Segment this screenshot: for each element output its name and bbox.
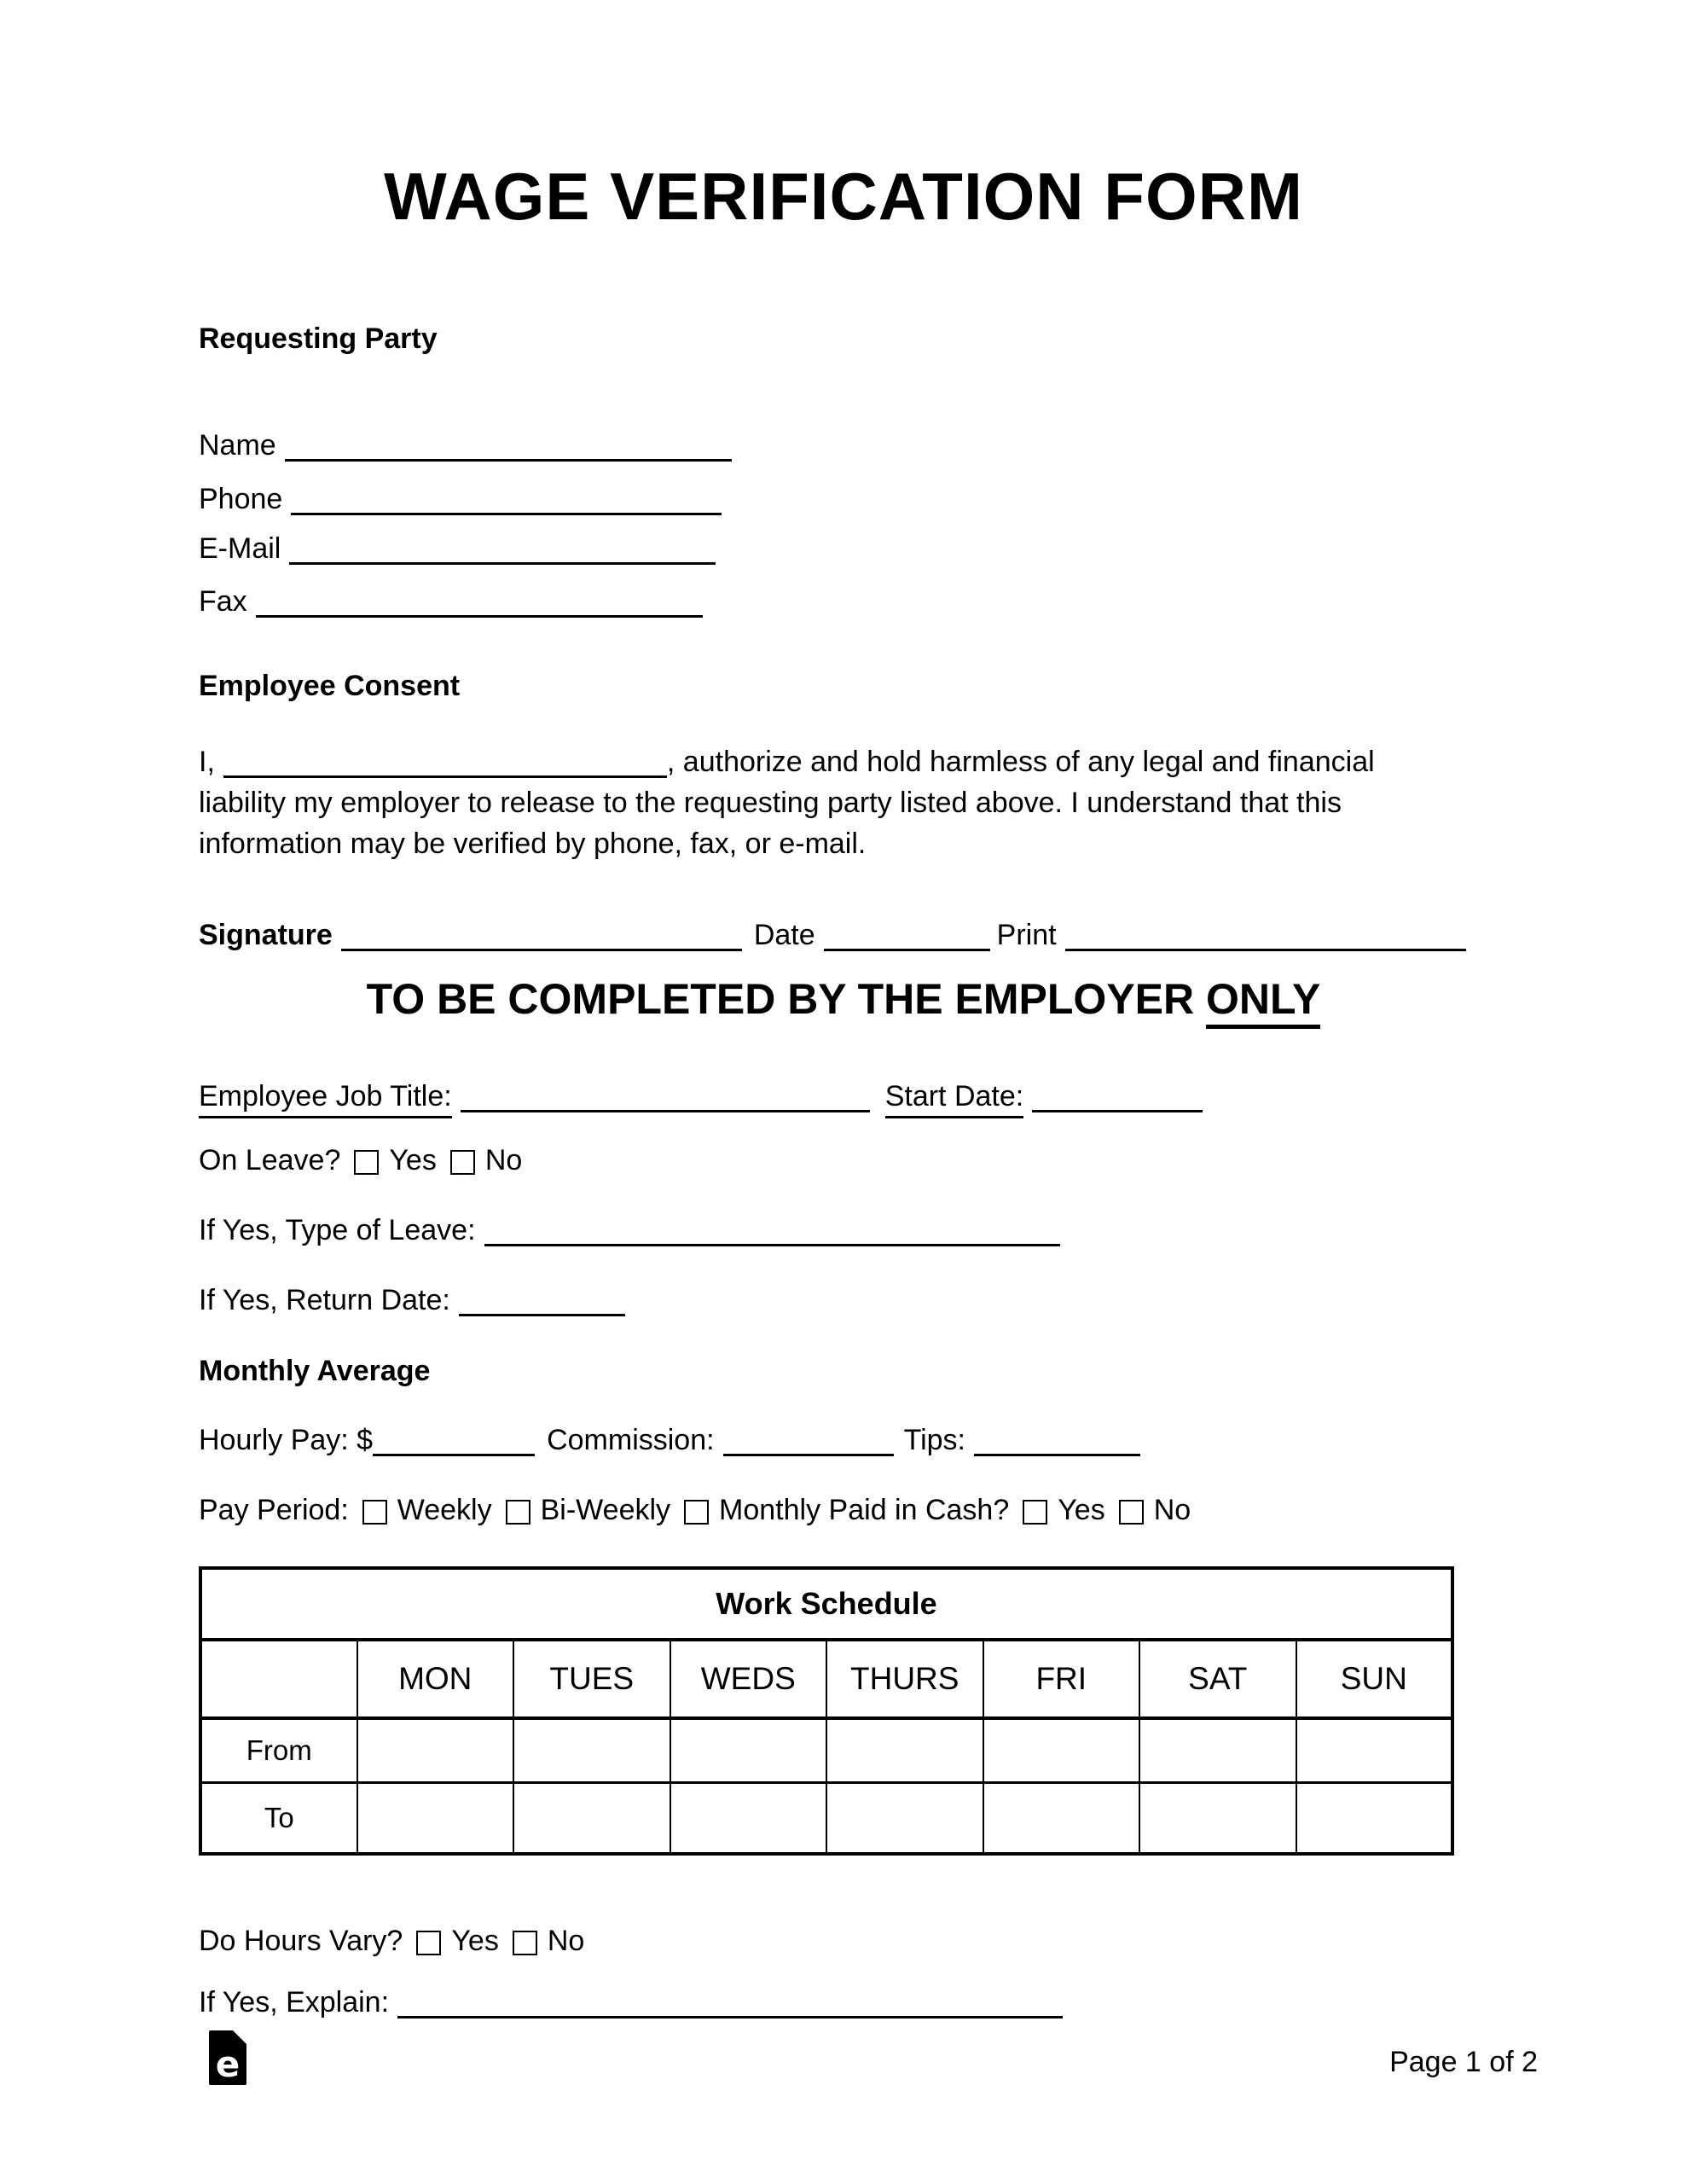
on-leave-no-label: No — [484, 1144, 523, 1176]
to-row-label: To — [200, 1783, 357, 1855]
page-fold-icon — [233, 2030, 246, 2044]
paid-in-cash-no-label: No — [1153, 1494, 1191, 1526]
type-of-leave-input-line[interactable] — [484, 1218, 1060, 1246]
hours-vary-no-label: No — [547, 1925, 585, 1957]
monthly-average-heading: Monthly Average — [199, 1355, 431, 1387]
day-header-sun: SUN — [1296, 1640, 1453, 1718]
day-header-fri: FRI — [983, 1640, 1140, 1718]
hours-vary-yes-label: Yes — [451, 1925, 499, 1957]
paid-in-cash-label: Paid in Cash? — [828, 1494, 1010, 1526]
on-leave-yes-label: Yes — [389, 1144, 437, 1176]
start-date-input-line[interactable] — [1032, 1084, 1203, 1112]
schedule-cell-from-fri[interactable] — [983, 1718, 1140, 1783]
hours-vary-yes-checkbox[interactable] — [416, 1931, 441, 1955]
employer-heading-text: TO BE COMPLETED BY THE EMPLOYER — [366, 975, 1195, 1023]
schedule-cell-from-mon[interactable] — [357, 1718, 514, 1783]
schedule-cell-from-weds[interactable] — [670, 1718, 827, 1783]
consent-line1: , authorize and hold harmless of any legal and financial — [666, 746, 1375, 778]
from-row-label: From — [200, 1718, 357, 1783]
paid-in-cash-yes-checkbox[interactable] — [1023, 1500, 1047, 1525]
type-of-leave-row — [199, 1212, 1060, 1248]
type-of-leave-label: If Yes, Type of Leave: — [199, 1214, 476, 1246]
on-leave-no-checkbox[interactable] — [450, 1150, 475, 1175]
pay-period-weekly-label: Weekly — [397, 1494, 492, 1526]
name-input-line[interactable] — [285, 433, 732, 462]
date-label: Date — [753, 919, 815, 951]
consent-line3: information may be verified by phone, fax, or e-mail. — [199, 828, 867, 860]
day-header-weds: WEDS — [670, 1640, 827, 1718]
employee-consent-heading: Employee Consent — [199, 670, 461, 702]
email-input-line[interactable] — [289, 537, 716, 565]
schedule-cell-to-weds[interactable] — [670, 1783, 827, 1855]
fax-row — [199, 584, 703, 619]
fax-input-line[interactable] — [256, 590, 703, 618]
work-schedule-table — [199, 1566, 1454, 1856]
schedule-corner-cell — [200, 1640, 357, 1718]
signature-label: Signature — [199, 919, 333, 951]
job-title-input-line[interactable] — [461, 1084, 870, 1112]
day-header-mon: MON — [357, 1640, 514, 1718]
tips-label: Tips: — [903, 1424, 965, 1456]
on-leave-label: On Leave? — [199, 1144, 341, 1176]
tips-input-line[interactable] — [974, 1428, 1140, 1456]
paid-in-cash-no-checkbox[interactable] — [1119, 1500, 1144, 1525]
schedule-cell-to-sat[interactable] — [1139, 1783, 1296, 1855]
pay-period-label: Pay Period: — [199, 1494, 349, 1526]
hourly-pay-label: Hourly Pay: $ — [199, 1424, 374, 1456]
commission-label: Commission: — [547, 1424, 715, 1456]
phone-row — [199, 481, 722, 517]
schedule-cell-from-thurs[interactable] — [826, 1718, 983, 1783]
hours-vary-row — [199, 1923, 584, 1959]
signature-input-line[interactable] — [341, 923, 742, 951]
pay-period-monthly-label: Monthly — [719, 1494, 821, 1526]
schedule-cell-from-sun[interactable] — [1296, 1718, 1453, 1783]
explain-row — [199, 1984, 1063, 2020]
print-label: Print — [996, 919, 1057, 951]
schedule-cell-from-sat[interactable] — [1139, 1718, 1296, 1783]
eforms-logo — [209, 2030, 246, 2085]
name-label: Name — [199, 429, 276, 462]
return-date-label: If Yes, Return Date: — [199, 1284, 450, 1316]
consent-line2: liability my employer to release to the requesting party listed above. I understand that this — [199, 787, 1342, 819]
print-input-line[interactable] — [1065, 923, 1466, 951]
start-date-label: Start Date: — [885, 1080, 1024, 1118]
return-date-row — [199, 1282, 625, 1318]
schedule-cell-to-mon[interactable] — [357, 1783, 514, 1855]
paid-in-cash-yes-label: Yes — [1058, 1494, 1105, 1526]
on-leave-yes-checkbox[interactable] — [354, 1150, 379, 1175]
day-header-tues: TUES — [513, 1640, 670, 1718]
commission-input-line[interactable] — [723, 1428, 894, 1456]
hours-vary-label: Do Hours Vary? — [199, 1925, 403, 1957]
signature-row — [199, 917, 1466, 953]
requesting-party-heading: Requesting Party — [199, 322, 438, 355]
explain-input-line[interactable] — [397, 1990, 1063, 2018]
consent-name-input-line[interactable] — [223, 750, 667, 778]
date-input-line[interactable] — [824, 923, 990, 951]
pay-period-row — [199, 1492, 1191, 1528]
page-title: WAGE VERIFICATION FORM — [384, 159, 1303, 234]
name-row — [199, 427, 732, 463]
employer-heading-only: ONLY — [1206, 975, 1320, 1029]
job-title-row — [199, 1078, 1203, 1114]
job-title-label: Employee Job Title: — [199, 1080, 452, 1118]
fax-label: Fax — [199, 585, 247, 618]
pay-period-biweekly-checkbox[interactable] — [506, 1500, 530, 1525]
explain-label: If Yes, Explain: — [199, 1986, 390, 2018]
consent-prefix: I, — [199, 746, 215, 778]
eforms-logo-letter: e — [215, 2043, 241, 2085]
consent-paragraph — [199, 741, 1495, 864]
day-header-thurs: THURS — [826, 1640, 983, 1718]
return-date-input-line[interactable] — [459, 1288, 625, 1316]
hourly-pay-input-line[interactable] — [373, 1428, 535, 1456]
phone-input-line[interactable] — [291, 487, 722, 515]
phone-label: Phone — [199, 483, 283, 515]
monthly-average-row — [199, 1422, 1140, 1458]
schedule-cell-to-tues[interactable] — [513, 1783, 670, 1855]
pay-period-monthly-checkbox[interactable] — [684, 1500, 709, 1525]
pay-period-biweekly-label: Bi-Weekly — [540, 1494, 671, 1526]
on-leave-row — [199, 1142, 522, 1178]
day-header-sat: SAT — [1139, 1640, 1296, 1718]
schedule-cell-to-fri[interactable] — [983, 1783, 1140, 1855]
schedule-cell-to-thurs[interactable] — [826, 1783, 983, 1855]
page-number: Page 1 of 2 — [1389, 2046, 1538, 2078]
work-schedule-title: Work Schedule — [200, 1568, 1452, 1640]
employer-section-heading — [0, 975, 1687, 1023]
hours-vary-no-checkbox[interactable] — [513, 1931, 537, 1955]
email-row — [199, 531, 716, 566]
schedule-cell-from-tues[interactable] — [513, 1718, 670, 1783]
pay-period-weekly-checkbox[interactable] — [362, 1500, 387, 1525]
schedule-cell-to-sun[interactable] — [1296, 1783, 1453, 1855]
email-label: E-Mail — [199, 532, 281, 565]
